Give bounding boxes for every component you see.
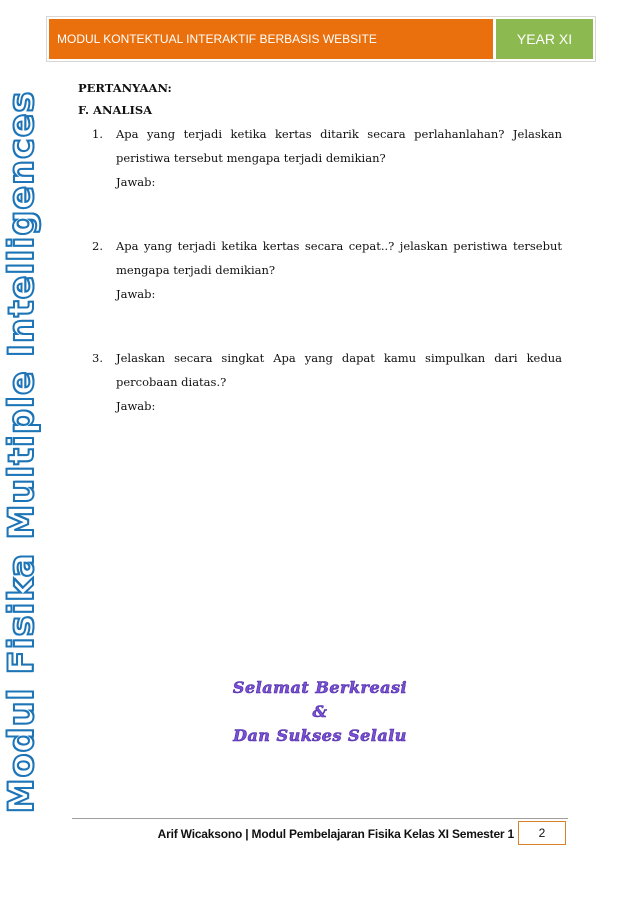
footer-text: Arif Wicaksono | Modul Pembelajaran Fisika Kelas XI Semester 1 <box>157 827 514 841</box>
footer-divider <box>72 818 568 819</box>
sidebar-banner <box>0 0 44 903</box>
question-3 <box>78 346 562 418</box>
page-number: 2 <box>518 821 566 845</box>
farewell-line-3: Dan Sukses Selalu <box>233 726 407 745</box>
subsection-heading: F. ANALISA <box>78 103 153 117</box>
section-heading: PERTANYAAN: <box>78 81 172 95</box>
farewell-line-1: Selamat Berkreasi <box>232 678 408 697</box>
sidebar-title: Modul Fisika Multiple Intelligences <box>2 90 42 814</box>
farewell-message <box>170 676 470 748</box>
question-number: 2. <box>92 239 103 253</box>
question-2 <box>78 234 562 306</box>
question-1 <box>78 122 562 194</box>
page-header <box>46 16 596 62</box>
answer-label: Jawab: <box>116 287 156 301</box>
question-text: Apa yang terjadi ketika kertas ditarik secara perlahanlahan? Jelaskan peristiwa tersebut mengapa terjadi demikian? <box>116 127 562 165</box>
header-title: MODUL KONTEKTUAL INTERAKTIF BERBASIS WEBSITE <box>49 19 493 59</box>
answer-label: Jawab: <box>116 399 156 413</box>
farewell-line-2: & <box>312 702 328 721</box>
header-year: YEAR XI <box>496 19 593 59</box>
question-number: 3. <box>92 351 103 365</box>
question-text: Apa yang terjadi ketika kertas secara cepat..? jelaskan peristiwa tersebut mengapa terjadi demikian? <box>116 239 562 277</box>
question-text: Jelaskan secara singkat Apa yang dapat kamu simpulkan dari kedua percobaan diatas.? <box>116 351 562 389</box>
main-content <box>78 80 562 418</box>
question-number: 1. <box>92 127 103 141</box>
answer-label: Jawab: <box>116 175 156 189</box>
